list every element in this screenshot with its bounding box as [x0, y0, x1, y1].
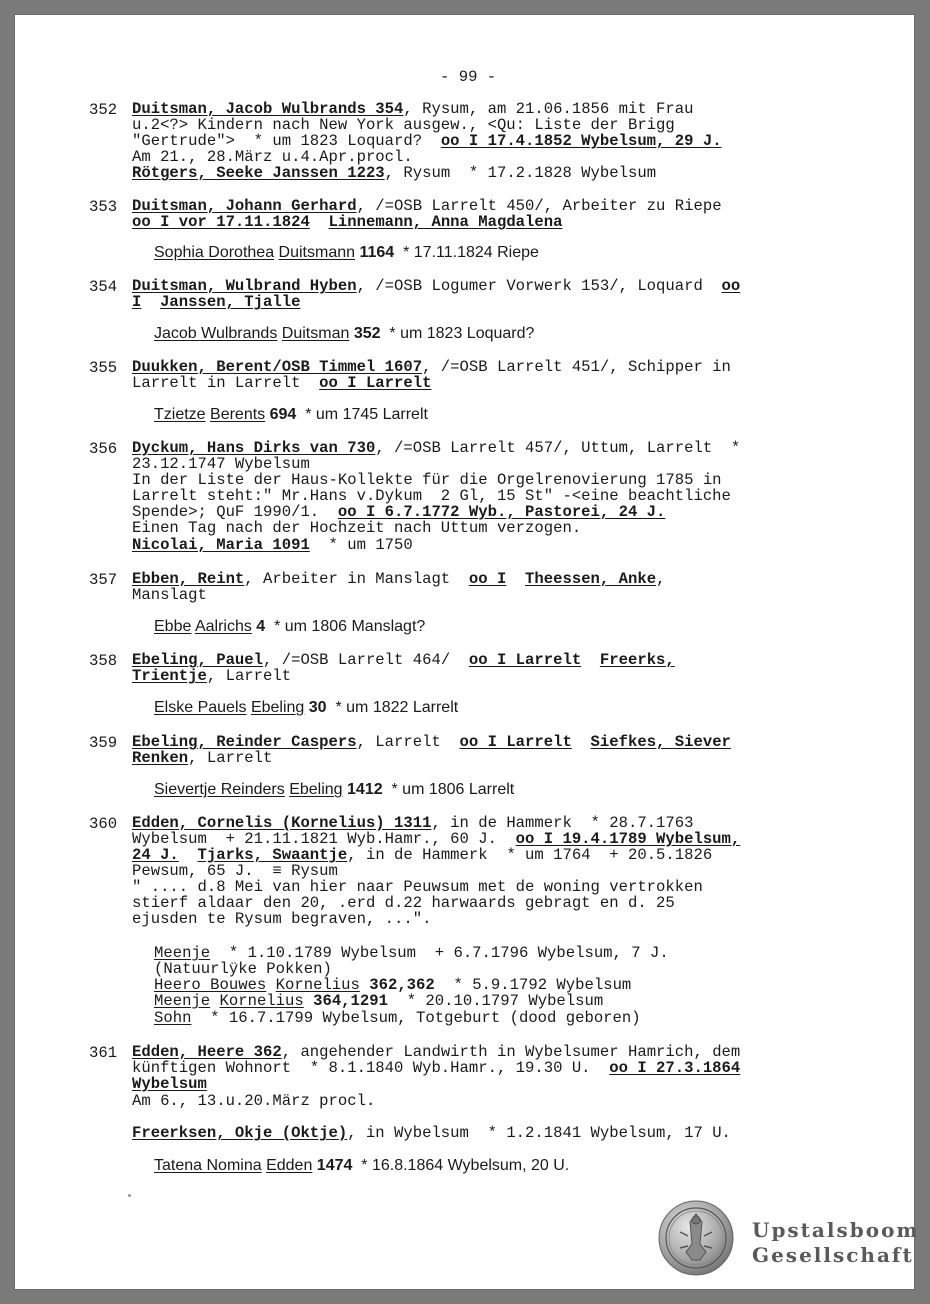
entry-357-line-2: Manslagt: [132, 586, 207, 604]
child-line: Elske Pauels Ebeling 30 * um 1822 Larrelt: [154, 699, 459, 716]
child-line: Tatena Nomina Edden 1474 * 16.8.1864 Wybelsum, 20 U.: [154, 1157, 570, 1174]
entry-number: 356: [89, 440, 118, 458]
entry-number: 361: [89, 1044, 118, 1062]
child-note: (Natuurlÿke Pokken): [154, 960, 332, 978]
entry-356-line-5: Spende>; QuF 1990/1. oo I 6.7.1772 Wyb., Pastorei, 24 J.: [132, 503, 666, 521]
child-line: Ebbe Aalrichs 4 * um 1806 Manslagt?: [154, 618, 426, 635]
person-name[interactable]: Duitsman, Johann Gerhard: [132, 197, 357, 215]
person-name[interactable]: Duitsman, Wulbrand Hyben: [132, 277, 357, 295]
child-name[interactable]: Ebbe: [154, 618, 192, 635]
marriage-link[interactable]: I: [132, 293, 142, 311]
child-line: Sievertje Reinders Ebeling 1412 * um 1806 Larrelt: [154, 781, 515, 798]
entry-356-line-1: Dyckum, Hans Dirks van 730, /=OSB Larrelt 457/, Uttum, Larrelt *: [132, 439, 741, 457]
entry-358-line-1: Ebeling, Pauel, /=OSB Larrelt 464/ oo I Larrelt Freerks,: [132, 651, 675, 669]
child-name[interactable]: Sophia Dorothea: [154, 244, 275, 261]
marriage-link[interactable]: oo I 19.4.1789 Wybelsum,: [515, 830, 741, 848]
entry-358-line-2: Trientje, Larrelt: [132, 667, 292, 685]
person-name[interactable]: Duitsman, Jacob Wulbrands 354: [132, 100, 404, 118]
spouse-name[interactable]: Tjarks, Swaantje: [197, 846, 348, 864]
entry-355-line-2: Larrelt in Larrelt oo I Larrelt: [132, 374, 432, 392]
person-name[interactable]: Edden, Cornelis (Kornelius) 1311: [132, 814, 432, 832]
entry-361-line-1: Edden, Heere 362, angehender Landwirth in Wybelsumer Hamrich, dem: [132, 1043, 741, 1061]
entry-number: 358: [89, 652, 118, 670]
entry-352-line-2: u.2<?> Kindern nach New York ausgew., <Qu: Liste der Brigg: [132, 116, 675, 134]
entry-360-line-2: Wybelsum + 21.11.1821 Wyb.Hamr., 60 J. oo I 19.4.1789 Wybelsum,: [132, 830, 741, 848]
child-name[interactable]: Meenje: [154, 944, 211, 962]
entry-361-line-3: [132, 1076, 207, 1092]
child-name[interactable]: Meenje: [154, 992, 211, 1010]
spouse-name[interactable]: Renken: [132, 749, 189, 767]
spouse-name[interactable]: Freerks,: [599, 651, 675, 669]
entry-number: 353: [89, 198, 118, 216]
entry-353-line-1: Duitsman, Johann Gerhard, /=OSB Larrelt 450/, Arbeiter zu Riepe: [132, 197, 722, 215]
marriage-link[interactable]: oo I: [468, 570, 507, 588]
entry-356-line-3: In der Liste der Haus-Kollekte für die Orgelrenovierung 1785 in: [132, 471, 722, 489]
entry-356-line-7: Nicolai, Maria 1091 * um 1750: [132, 536, 413, 554]
marriage-link[interactable]: Wybelsum: [132, 1075, 207, 1093]
entry-356-line-2: 23.12.1747 Wybelsum: [132, 455, 310, 473]
child-surname[interactable]: Duitsman: [281, 325, 350, 342]
spouse-name[interactable]: Nicolai, Maria 1091: [132, 536, 310, 554]
marriage-link[interactable]: oo I Larrelt: [459, 733, 572, 751]
entry-352-line-3: "Gertrude"> * um 1823 Loquard? oo I 17.4.1852 Wybelsum, 29 J.: [132, 132, 722, 150]
spouse-name[interactable]: Freerksen, Okje (Oktje): [132, 1124, 348, 1142]
spouse-name[interactable]: Janssen, Tjalle: [160, 293, 301, 311]
child-surname[interactable]: Aalrichs: [194, 618, 252, 635]
marriage-link[interactable]: 24 J.: [132, 846, 179, 864]
entry-360-line-5: " .... d.8 Mei van hier naar Peuwsum met de woning vertrokken: [132, 878, 703, 896]
marriage-link[interactable]: oo I 27.3.1864: [609, 1059, 741, 1077]
entry-360-line-3: 24 J. Tjarks, Swaantje, in de Hammerk * um 1764 + 20.5.1826: [132, 846, 713, 864]
child-surname[interactable]: Ebeling: [250, 699, 305, 716]
child-name[interactable]: Heero Bouwes: [154, 976, 267, 994]
entry-354-line-2: [132, 294, 300, 310]
child-line: Jacob Wulbrands Duitsman 352 * um 1823 Loquard?: [154, 325, 535, 342]
entry-361-line-5: Freerksen, Okje (Oktje), in Wybelsum * 1.2.1841 Wybelsum, 17 U.: [132, 1124, 731, 1142]
entry-353-line-2: [132, 214, 562, 230]
child-name[interactable]: Sohn: [154, 1009, 192, 1027]
entry-361-line-4: Am 6., 13.u.20.März procl.: [132, 1092, 376, 1110]
entry-number: 355: [89, 359, 118, 377]
child-line: Sophia Dorothea Duitsmann 1164 * 17.11.1824 Riepe: [154, 244, 539, 261]
entry-359-line-2: Renken, Larrelt: [132, 749, 273, 767]
entry-357-line-1: Ebben, Reint, Arbeiter in Manslagt oo I Theessen, Anke,: [132, 570, 666, 588]
logo-text-line-1: Upstalsboom: [752, 1218, 920, 1242]
spouse-name[interactable]: Theessen, Anke: [525, 570, 657, 588]
child-surname[interactable]: Kornelius: [275, 976, 360, 994]
child-name[interactable]: Jacob Wulbrands: [154, 325, 278, 342]
person-name[interactable]: Edden, Heere 362: [132, 1043, 282, 1061]
entry-352-line-4: Am 21., 28.März u.4.Apr.procl.: [132, 148, 413, 166]
marriage-link[interactable]: oo I vor 17.11.1824: [132, 213, 310, 231]
child-line: Tzietze Berents 694 * um 1745 Larrelt: [154, 406, 428, 423]
marriage-link[interactable]: oo I Larrelt: [468, 651, 582, 669]
entry-number: 354: [89, 278, 118, 296]
marriage-link[interactable]: oo: [721, 277, 741, 295]
child-surname[interactable]: Duitsmann: [278, 244, 356, 261]
person-name[interactable]: Duukken, Berent/OSB Timmel 1607: [132, 358, 423, 376]
entry-360-line-4: Pewsum, 65 J. ≡ Rysum: [132, 862, 338, 880]
child-surname[interactable]: Kornelius: [219, 992, 304, 1010]
entry-352-line-1: Duitsman, Jacob Wulbrands 354, Rysum, am 21.06.1856 mit Frau: [132, 100, 694, 118]
spouse-name[interactable]: Trientje: [132, 667, 207, 685]
entry-352-line-5: Rötgers, Seeke Janssen 1223, Rysum * 17.2.1828 Wybelsum: [132, 164, 657, 182]
stray-dot: [128, 1194, 131, 1197]
logo-text-line-2: Gesellschaft: [752, 1243, 914, 1267]
entry-359-line-1: Ebeling, Reinder Caspers, Larrelt oo I Larrelt Siefkes, Siever: [132, 733, 731, 751]
person-name[interactable]: Ebeling, Reinder Caspers: [132, 733, 357, 751]
child-line: Heero Bouwes Kornelius 362,362 * 5.9.1792 Wybelsum: [154, 976, 632, 994]
spouse-name[interactable]: Linnemann, Anna Magdalena: [328, 213, 563, 231]
entry-number: 352: [89, 101, 118, 119]
marriage-link[interactable]: oo I 17.4.1852 Wybelsum, 29 J.: [440, 132, 722, 150]
entry-356-line-6: Einen Tag nach der Hochzeit nach Uttum verzogen.: [132, 519, 582, 537]
child-name[interactable]: Sievertje Reinders: [154, 781, 285, 798]
child-surname[interactable]: Edden: [266, 1157, 313, 1174]
child-name[interactable]: Elske Pauels: [154, 699, 247, 716]
seal-logo-icon: [658, 1200, 734, 1276]
child-name[interactable]: Tzietze: [154, 406, 206, 423]
entry-356-line-4: Larrelt steht:" Mr.Hans v.Dykum 2 Gl, 15 St" -<eine beachtliche: [132, 487, 731, 505]
person-name[interactable]: Dyckum, Hans Dirks van 730: [132, 439, 376, 457]
child-name[interactable]: Tatena Nomina: [154, 1157, 262, 1174]
page-number: - 99 -: [440, 68, 497, 86]
entry-361-line-2: künftigen Wohnort * 8.1.1840 Wyb.Hamr., 19.30 U. oo I 27.3.1864: [132, 1059, 741, 1077]
entry-360-line-7: ejusden te Rysum begraven, ...".: [132, 910, 432, 928]
child-line: Meenje Kornelius 364,1291 * 20.10.1797 Wybelsum: [154, 992, 604, 1010]
child-line: Sohn * 16.7.1799 Wybelsum, Totgeburt (dood geboren): [154, 1009, 641, 1027]
entry-355-line-1: Duukken, Berent/OSB Timmel 1607, /=OSB Larrelt 451/, Schipper in: [132, 358, 731, 376]
child-surname[interactable]: Berents: [210, 406, 266, 423]
entry-360-line-1: Edden, Cornelis (Kornelius) 1311, in de Hammerk * 28.7.1763: [132, 814, 694, 832]
entry-number: 359: [89, 734, 118, 752]
entry-354-line-1: Duitsman, Wulbrand Hyben, /=OSB Logumer Vorwerk 153/, Loquard oo: [132, 277, 741, 295]
child-line: Meenje * 1.10.1789 Wybelsum + 6.7.1796 Wybelsum, 7 J.: [154, 944, 669, 962]
spouse-name[interactable]: Rötgers, Seeke Janssen 1223: [132, 164, 385, 182]
person-name[interactable]: Ebeling, Pauel: [132, 651, 264, 669]
person-name[interactable]: Ebben, Reint: [132, 570, 245, 588]
marriage-link[interactable]: oo I 6.7.1772 Wyb., Pastorei, 24 J.: [337, 503, 666, 521]
marriage-link[interactable]: oo I Larrelt: [319, 374, 432, 392]
child-surname[interactable]: Ebeling: [289, 781, 343, 798]
spouse-name[interactable]: Siefkes, Siever: [590, 733, 731, 751]
entry-number: 360: [89, 815, 118, 833]
entry-number: 357: [89, 571, 118, 589]
entry-360-line-6: stierf aldaar den 20, .erd d.22 harwaards gebragt en d. 25: [132, 894, 675, 912]
